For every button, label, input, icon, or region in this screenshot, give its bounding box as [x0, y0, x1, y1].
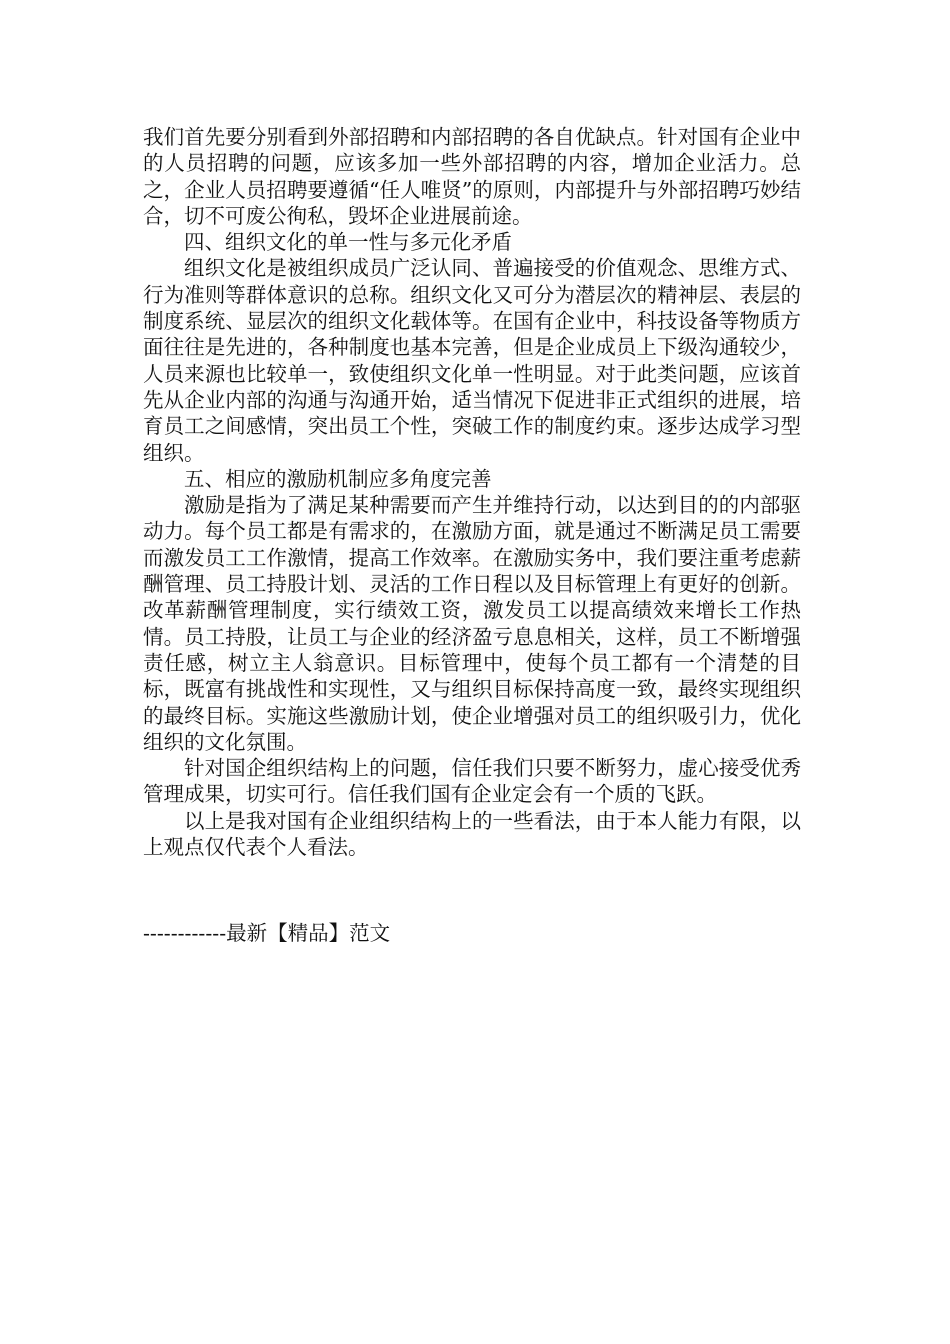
section-heading-4: 四、组织文化的单一性与多元化矛盾	[184, 230, 512, 255]
paragraph-org-culture: 组织文化是被组织成员广泛认同、普遍接受的价值观念、思维方式、行为准则等群体意识的总称。组织文化又可分为潜层次的精神层、表层的制度系统、显层次的组织文化载体等。在国有企业中，科技设备等物质方面往往是先进的，各种制度也基本完善，但是企业成员上下级沟通较少，人员来源也比较单一，致使组织文化单一性明显。对于此类问题，应该首先从企业内部的沟通与沟通开始，适当情况下促进非正式组织的进展，培育员工之间感情，突出员工个性，突破工作的制度约束。逐步达成学习型组织。	[143, 256, 801, 465]
section-heading-5: 五、相应的激励机制应多角度完善	[184, 466, 492, 491]
paragraph-intro: 我们首先要分别看到外部招聘和内部招聘的各自优缺点。针对国有企业中的人员招聘的问题，应该多加一些外部招聘的内容，增加企业活力。总之，企业人员招聘要遵循“任人唯贤”的原则，内部提升与外部招聘巧妙结合，切不可废公徇私，毁坏企业进展前途。	[143, 125, 801, 228]
paragraph-conclusion: 针对国企组织结构上的问题，信任我们只要不断努力，虚心接受优秀管理成果，切实可行。信任我们国有企业定会有一个质的飞跃。	[143, 756, 801, 807]
paragraph-incentive: 激励是指为了满足某种需要而产生并维持行动，以达到目的的内部驱动力。每个员工都是有需求的，在激励方面，就是通过不断满足员工需要而激发员工工作激情，提高工作效率。在激励实务中，我们要注重考虑薪酬管理、员工持股计划、灵活的工作日程以及目标管理上有更好的创新。改革薪酬管理制度，实行绩效工资，激发员工以提高绩效来增长工作热情。员工持股，让员工与企业的经济盈亏息息相关，这样，员工不断增强责任感，树立主人翁意识。目标管理中，使每个员工都有一个清楚的目标，既富有挑战性和实现性，又与组织目标保持高度一致，最终实现组织的最终目标。实施这些激励计划，使企业增强对员工的组织吸引力，优化组织的文化氛围。	[143, 493, 801, 754]
document-body	[143, 124, 801, 860]
footer-label: ------------最新【精品】范文	[143, 921, 391, 945]
paragraph-closing: 以上是我对国有企业组织结构上的一些看法，由于本人能力有限，以上观点仅代表个人看法。	[143, 808, 801, 860]
